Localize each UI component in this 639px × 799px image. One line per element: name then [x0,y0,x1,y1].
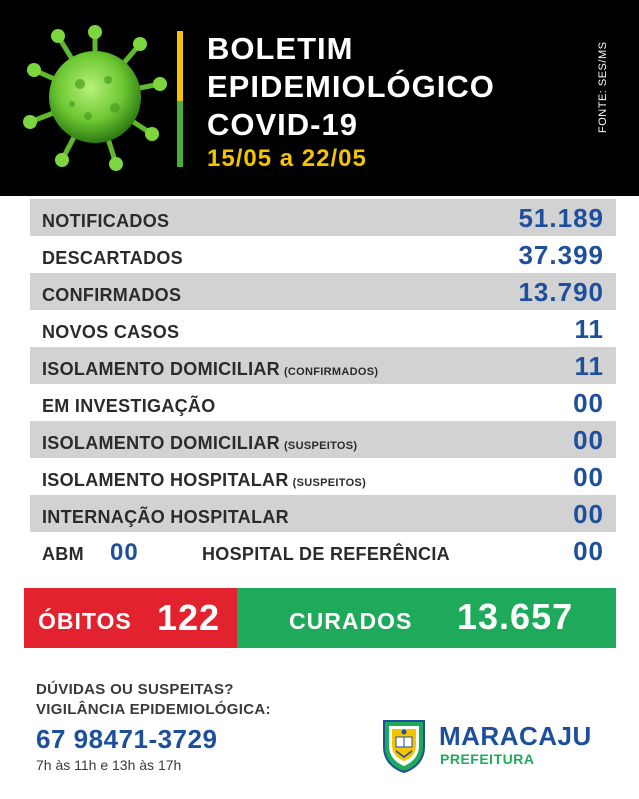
institution-name: PREFEITURA [440,751,535,767]
bulletin-period: 15/05 a 22/05 [207,145,367,172]
abm-value: 00 [110,539,139,566]
obitos-label: ÓBITOS [38,608,132,634]
curados-box [237,588,616,648]
stat-row-novos-casos [30,310,616,347]
stat-label: ISOLAMENTO HOSPITALAR (SUSPEITOS) [42,470,367,490]
stat-value: 00 [573,425,604,455]
accent-stripe-green [177,101,183,167]
contact-hours: 7h às 11h e 13h às 17h [36,757,182,773]
stat-row-descartados [30,236,616,273]
stat-note: (SUSPEITOS) [283,440,358,452]
maracaju-crest-icon [380,717,428,773]
stat-value: 00 [573,462,604,492]
stat-label: EM INVESTIGAÇÃO [42,396,216,416]
stat-row-abm-hospital-referencia [30,532,616,569]
contact-info [36,680,271,775]
header-banner [0,0,639,196]
stat-row-em-investigacao [30,384,616,421]
stat-row-isolamento-domiciliar-confirmados [30,347,616,384]
curados-value: 13.657 [457,596,574,637]
hospital-referencia-value: 00 [573,536,604,566]
source-text: FONTE: SES/MS [597,41,609,133]
stat-row-notificados [30,199,616,236]
curados-label: CURADOS [289,608,413,634]
totals-banner [24,588,616,648]
stat-value: 00 [573,388,604,418]
obitos-box [24,588,237,648]
stat-row-isolamento-hospitalar-suspeitos [30,458,616,495]
stat-value: 37.399 [518,240,604,270]
stat-value: 51.189 [518,203,604,233]
prefeitura-logo [380,717,620,773]
stats-table [30,199,616,569]
stat-note: (SUSPEITOS) [292,477,367,489]
stat-label: DESCARTADOS [42,248,183,268]
stat-label: NOVOS CASOS [42,322,180,342]
stat-value: 11 [574,351,604,381]
contact-question: DÚVIDAS OU SUSPEITAS? [36,681,234,698]
stat-value: 00 [573,499,604,529]
title-line: COVID-19 [207,107,358,142]
source-note [589,25,619,135]
accent-stripes [177,31,183,167]
stat-value: 13.790 [518,277,604,307]
stat-label: INTERNAÇÃO HOSPITALAR [42,507,289,527]
title-line: BOLETIM [207,31,354,66]
abm-label: ABM [42,544,84,564]
contact-department: VIGILÂNCIA EPIDEMIOLÓGICA: [36,701,271,718]
stat-note: (CONFIRMADOS) [283,366,379,378]
coronavirus-icon [20,22,170,172]
stat-row-internacao-hospitalar [30,495,616,532]
title-line: EPIDEMIOLÓGICO [207,69,495,104]
stat-label: ISOLAMENTO DOMICILIAR (SUSPEITOS) [42,433,358,453]
contact-phone[interactable]: 67 98471-3729 [36,724,218,754]
stat-label: NOTIFICADOS [42,211,170,231]
stat-label: CONFIRMADOS [42,285,182,305]
accent-stripe-yellow [177,31,183,101]
stat-row-isolamento-domiciliar-suspeitos [30,421,616,458]
stat-row-confirmados [30,273,616,310]
stat-value: 11 [574,314,604,344]
city-name: MARACAJU [439,721,592,751]
bulletin-title [207,30,495,144]
stat-label: ISOLAMENTO DOMICILIAR (CONFIRMADOS) [42,359,379,379]
obitos-value: 122 [157,597,221,638]
hospital-referencia-label: HOSPITAL DE REFERÊNCIA [202,544,450,564]
